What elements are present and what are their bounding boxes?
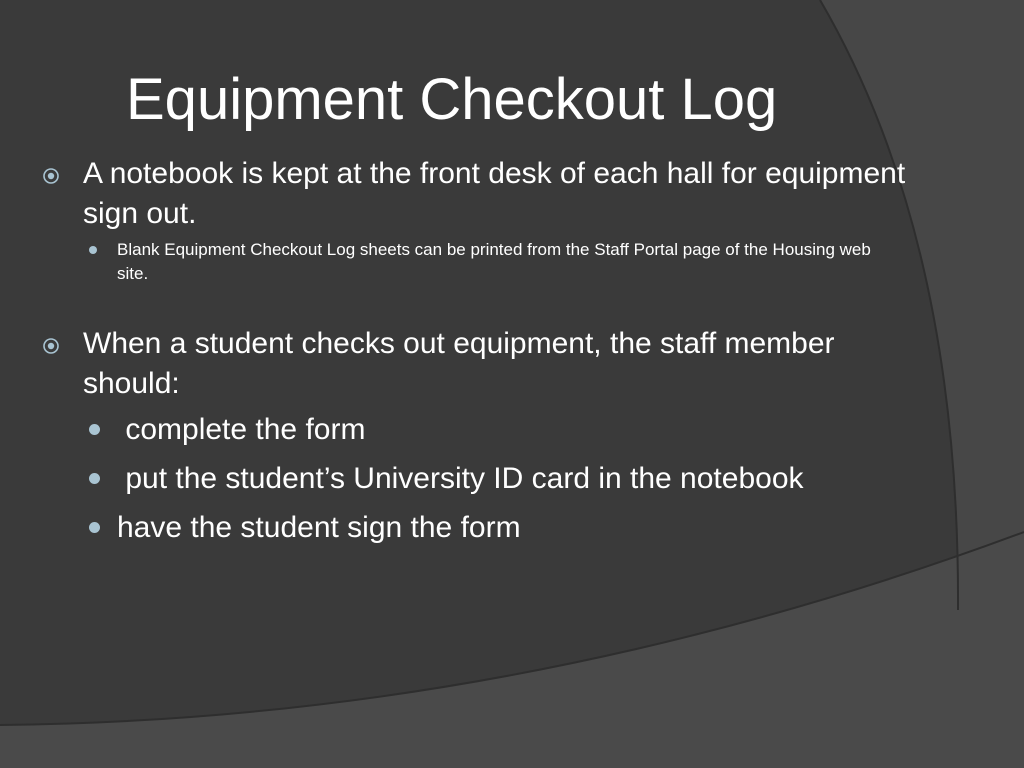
circle-dot-bullet-icon (42, 337, 60, 355)
slide-title: Equipment Checkout Log (126, 67, 778, 132)
sub-bullet-text: put the student’s University ID card in the notebook (117, 462, 804, 495)
dot-bullet-icon (89, 473, 100, 484)
dot-bullet-icon (89, 424, 100, 435)
bullet-item (0, 154, 1024, 234)
bottom-curved-panel (0, 532, 1024, 768)
bullet-text: When a student checks out equipment, the staff member should: (83, 327, 835, 400)
sub-bullet-text: Blank Equipment Checkout Log sheets can be printed from the Staff Portal page of the Housing web site. (117, 240, 871, 283)
sub-bullet-text: have the student sign the form (117, 511, 521, 544)
circle-dot-bullet-icon (42, 167, 60, 185)
sub-bullet-item (0, 238, 1024, 286)
dot-bullet-icon (89, 522, 100, 533)
dot-bullet-icon (89, 246, 97, 254)
sub-bullet-item (0, 405, 1024, 454)
bullet-block-1 (0, 154, 1024, 286)
sub-bullet-item (0, 454, 1024, 503)
bullet-item (0, 324, 1024, 404)
sub-bullet-text: complete the form (117, 413, 366, 446)
sub-bullet-item (0, 503, 1024, 552)
bullet-block-2 (0, 324, 1024, 552)
bullet-text: A notebook is kept at the front desk of each hall for equipment sign out. (83, 157, 906, 230)
